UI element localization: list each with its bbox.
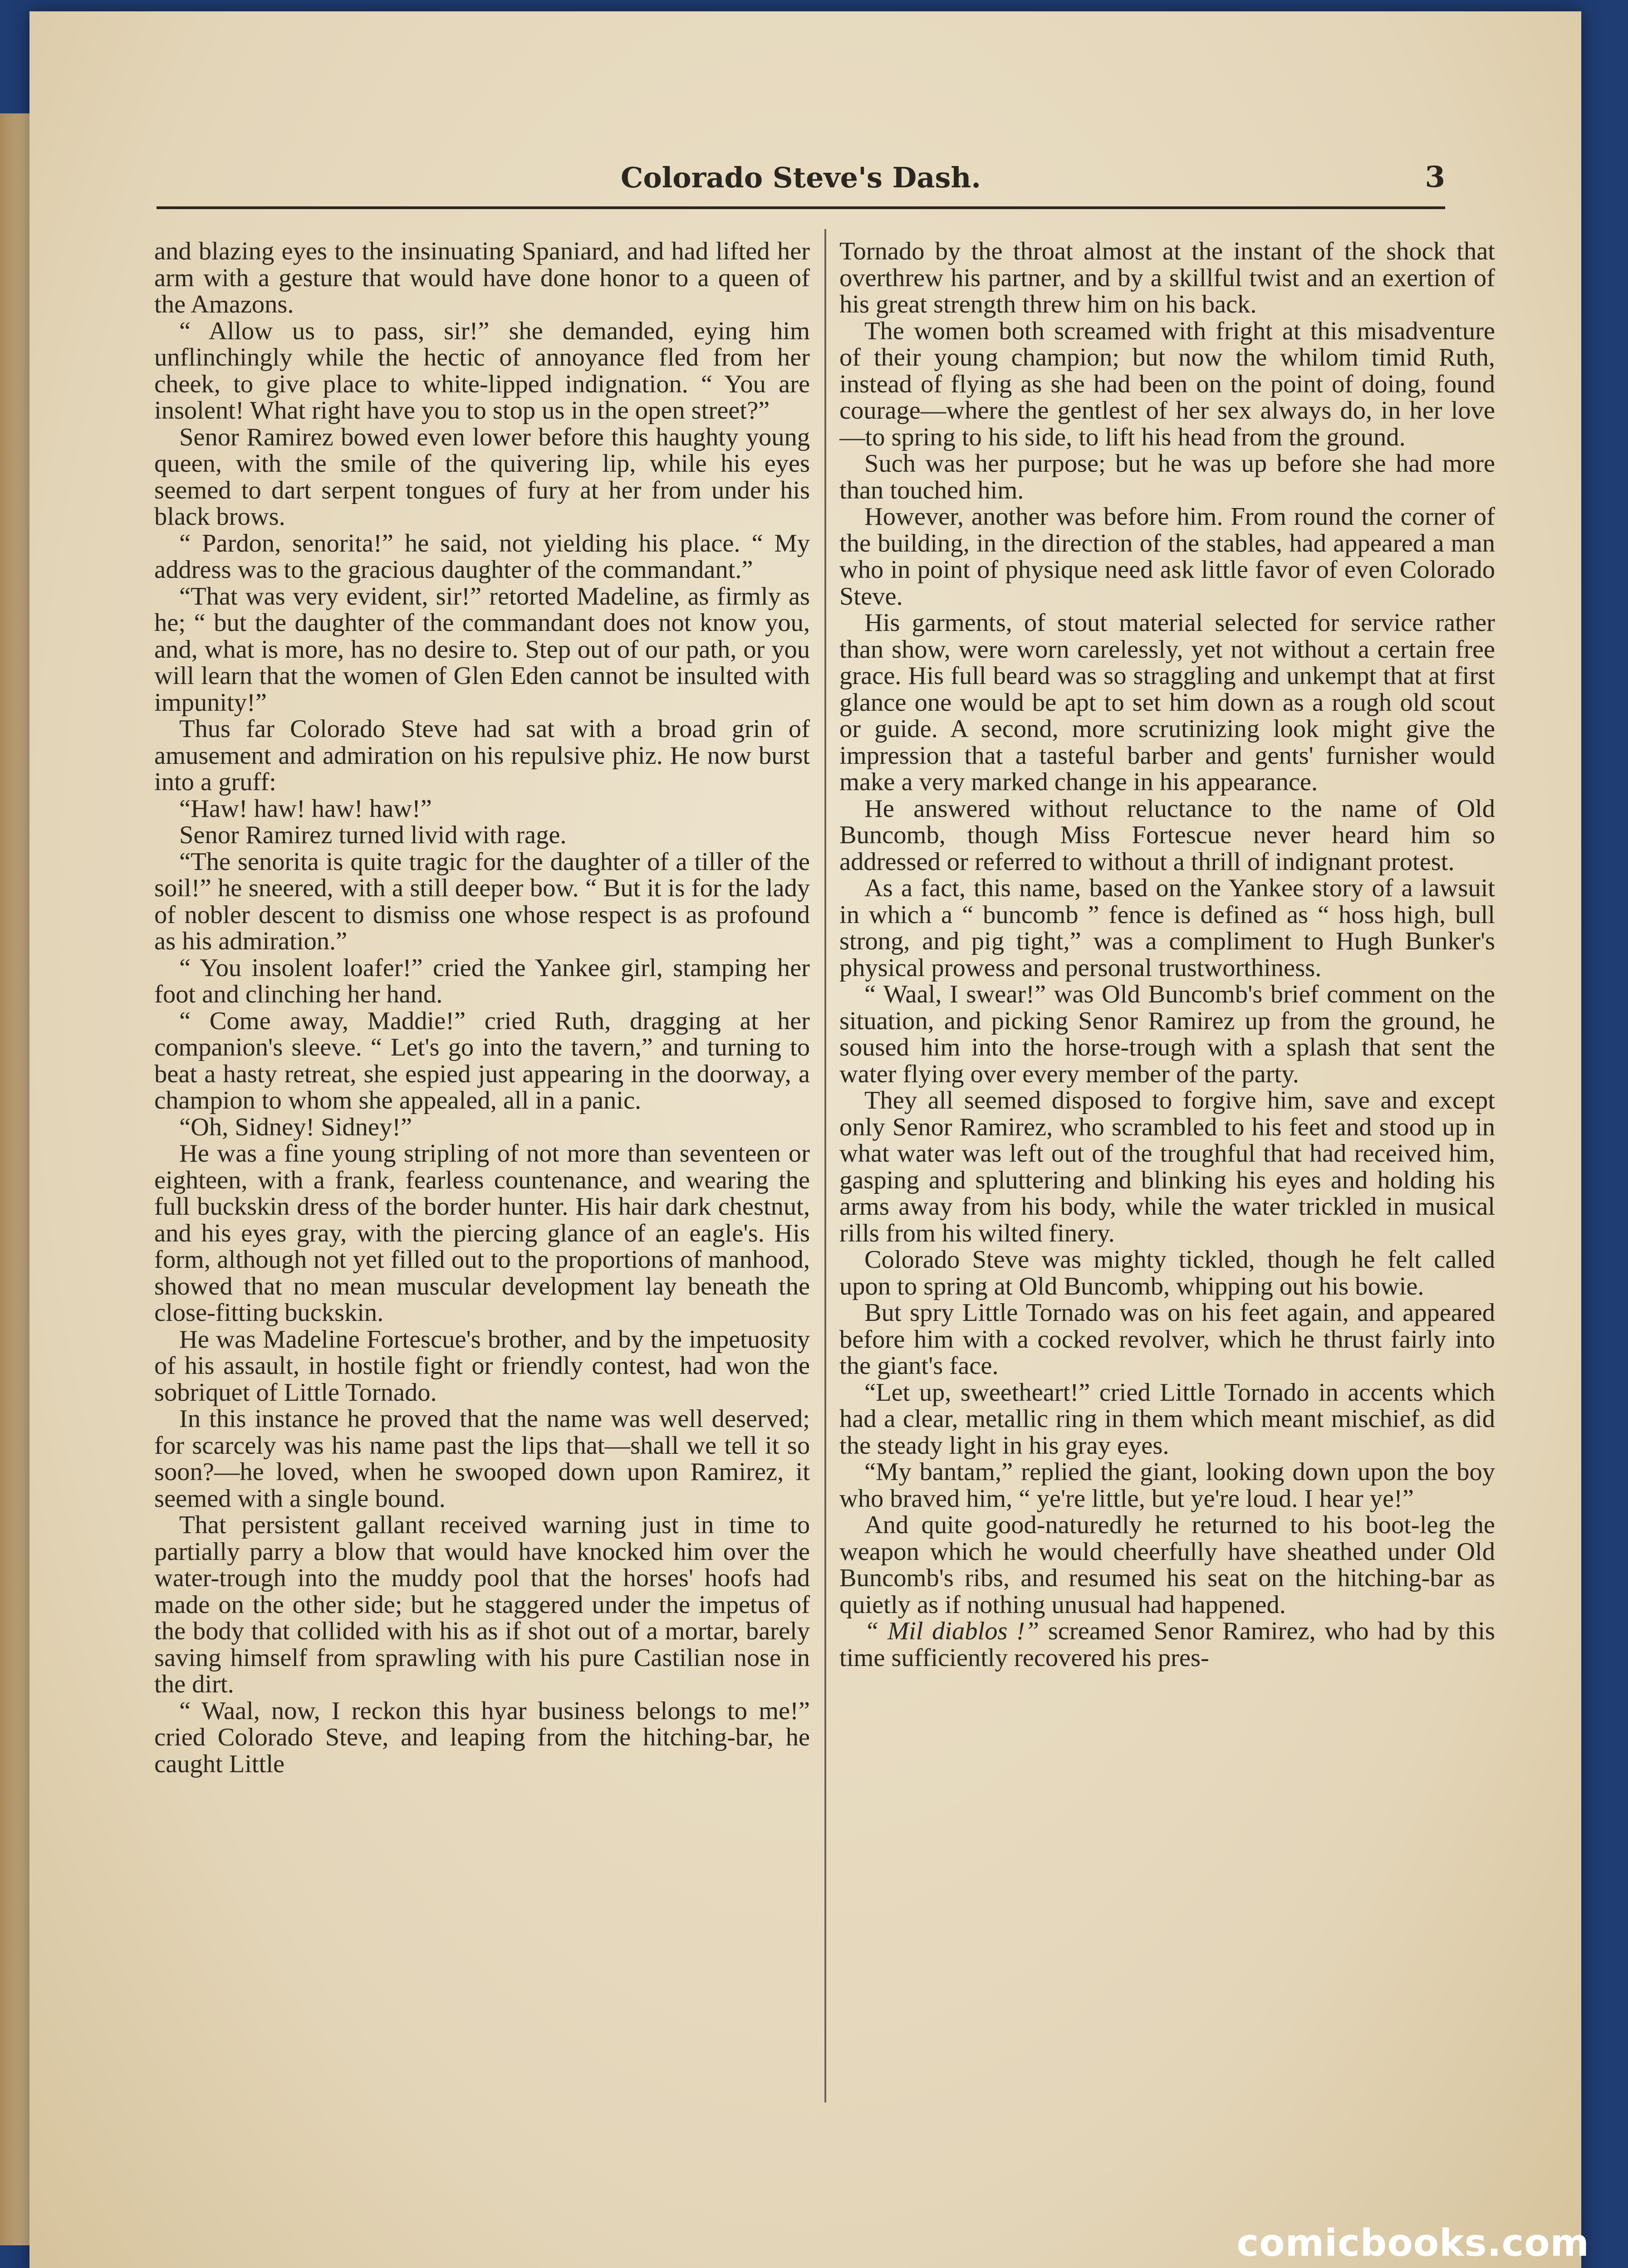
paragraph: However, another was before him. From round the corner of the building, in the direction of the stables, had appeared a man who in point of physique need ask little favor of even Colorado Steve. <box>839 503 1495 611</box>
paragraph: And quite good-naturedly he returned to his boot-leg the weapon which he would cheerfully have sheathed under Old Buncomb's ribs, and resumed his seat on the hitching-bar as quietly as if nothing unusual had happened. <box>839 1511 1495 1619</box>
paragraph: They all seemed disposed to forgive him, save and except only Senor Ramirez, who scrambled to his feet and stood up in what water was left out of the troughful that had received him, gasping and spluttering and blinking his eyes and holding his arms away from his body, while the water trickled in musical rills from his wilted finery. <box>839 1086 1495 1247</box>
facing-page-edge <box>0 113 32 2245</box>
paragraph: “That was very evident, sir!” retorted Madeline, as firmly as he; “ but the daughter of the commandant does not know you, and, what is more, has no desire to. Step out of our path, or you will learn that the women of Glen Eden cannot be insulted with impunity!” <box>154 582 810 717</box>
paragraph: The women both screamed with fright at this misadventure of their young champion; but now the whilom timid Ruth, instead of flying as she had been on the point of doing, found courage—where the gentlest of her sex always do, in her love—to spring to his side, to lift his head from the ground. <box>839 317 1495 451</box>
paragraph: He was a fine young stripling of not more than seventeen or eighteen, with a frank, fearless countenance, and wearing the full buckskin dress of the border hunter. His hair dark chestnut, and his eyes gray, with the piercing glance of an eagle's. His form, although not yet filled out to the proportions of manhood, showed that no mean muscular development lay beneath the close-fitting buckskin. <box>154 1139 810 1327</box>
paragraph: As a fact, this name, based on the Yankee story of a lawsuit in which a “ buncomb ” fence is defined as “ hoss high, bull strong, and pig tight,” was a compliment to Hugh Bunker's physical prowess and personal trustworthiness. <box>839 874 1495 982</box>
paragraph: Tornado by the throat almost at the instant of the shock that overthrew his partner, and by a skillful twist and an exertion of his great strength threw him on his back. <box>839 238 1495 318</box>
paragraph: He was Madeline Fortescue's brother, and by the impetuosity of his assault, in hostile fight or friendly contest, had won the sobriquet of Little Tornado. <box>154 1325 810 1407</box>
paragraph: “The senorita is quite tragic for the daughter of a tiller of the soil!” he sneered, with a still deeper bow. “ But it is for the lady of nobler descent to dismiss one whose respect is as profound as his admiration.” <box>154 847 810 955</box>
italic-lead: “ Mil diablos !” <box>864 1617 1040 1645</box>
paragraph: “My bantam,” replied the giant, looking down upon the boy who braved him, “ ye're little, but ye're loud. I hear ye!” <box>839 1458 1495 1513</box>
paragraph: “ Waal, now, I reckon this hyar business belongs to me!” cried Colorado Steve, and leaping from the hitching-bar, he caught Little <box>154 1696 810 1778</box>
page-number: 3 <box>1425 160 1445 194</box>
right-text-column <box>839 238 1495 2143</box>
paragraph: “ You insolent loafer!” cried the Yankee girl, stamping her foot and clinching her hand. <box>154 953 810 1008</box>
magazine-page <box>29 11 1581 2268</box>
paragraph: That persistent gallant received warning just in time to partially parry a blow that would have knocked him over the water-trough into the muddy pool that the horses' hoofs had made on the other side; but he staggered under the impetus of the body that collided with his as if shot out of a mortar, barely saving himself from sprawling with his pure Castilian nose in the dirt. <box>154 1511 810 1698</box>
left-text-column <box>154 238 810 2143</box>
paragraph: Senor Ramirez bowed even lower before this haughty young queen, with the smile of the quivering lip, while his eyes seemed to dart serpent tongues of fury at her from under his black brows. <box>154 423 810 531</box>
running-header <box>157 156 1445 209</box>
paragraph: He answered without reluctance to the name of Old Buncomb, though Miss Fortescue never heard him so addressed or referred to without a thrill of indignant protest. <box>839 794 1495 876</box>
paragraph: Colorado Steve was mighty tickled, though he felt called upon to spring at Old Buncomb, whipping out his bowie. <box>839 1246 1495 1300</box>
paragraph <box>839 1618 1495 1671</box>
paragraph: Thus far Colorado Steve had sat with a broad grin of amusement and admiration on his repulsive phiz. He now burst into a gruff: <box>154 715 810 796</box>
paragraph: Such was her purpose; but he was up before she had more than touched him. <box>839 450 1495 504</box>
paragraph: “ Waal, I swear!” was Old Buncomb's brief comment on the situation, and picking Senor Ramirez up from the ground, he soused him into the horse-trough with a splash that sent the water flying over every member of the party. <box>839 980 1495 1088</box>
paragraph: His garments, of stout material selected for service rather than show, were worn carelessly, yet not without a certain free grace. His full beard was so straggling and unkempt that at first glance one would be apt to set him down as a rough old scout or guide. A second, more scrutinizing look might give the impression that a tasteful barber and gents' furnisher would make a very marked change in his appearance. <box>839 609 1495 796</box>
page-title: Colorado Steve's Dash. <box>620 161 981 194</box>
column-divider <box>824 229 826 2102</box>
paragraph: “ Come away, Maddie!” cried Ruth, dragging at her companion's sleeve. “ Let's go into the tavern,” and turning to beat a hasty retreat, she espied just appearing in the doorway, a champion to whom she appealed, all in a panic. <box>154 1007 810 1114</box>
paragraph: Senor Ramirez turned livid with rage. <box>179 821 567 849</box>
paragraph: “Let up, sweetheart!” cried Little Tornado in accents which had a clear, metallic ring in them which meant mischief, as did the steady light in his gray eyes. <box>839 1378 1495 1460</box>
site-watermark: comicbooks.com <box>1236 2222 1589 2265</box>
paragraph-text: screamed Senor Ramirez, who had by this time sufficiently recovered his pres- <box>839 1617 1495 1672</box>
paragraph: But spry Little Tornado was on his feet again, and appeared before him with a cocked revolver, which he thrust fairly into the giant's face. <box>839 1299 1495 1380</box>
paragraph: “Oh, Sidney! Sidney!” <box>179 1113 412 1141</box>
paragraph: “ Pardon, senorita!” he said, not yielding his place. “ My address was to the gracious daughter of the commandant.” <box>154 529 810 584</box>
paragraph: and blazing eyes to the insinuating Spaniard, and had lifted her arm with a gesture that would have done honor to a queen of the Amazons. <box>154 238 810 318</box>
paragraph: “Haw! haw! haw! haw!” <box>179 794 432 823</box>
paragraph: “ Allow us to pass, sir!” she demanded, eying him unflinchingly while the hectic of annoyance fled from her cheek, to give place to white-lipped indignation. “ You are insolent! What right have you to stop us in the open street?” <box>154 317 810 425</box>
paragraph: In this instance he proved that the name was well deserved; for scarcely was his name past the lips that—shall we tell it so soon?—he loved, when he swooped down upon Ramirez, it seemed with a single bound. <box>154 1405 810 1513</box>
